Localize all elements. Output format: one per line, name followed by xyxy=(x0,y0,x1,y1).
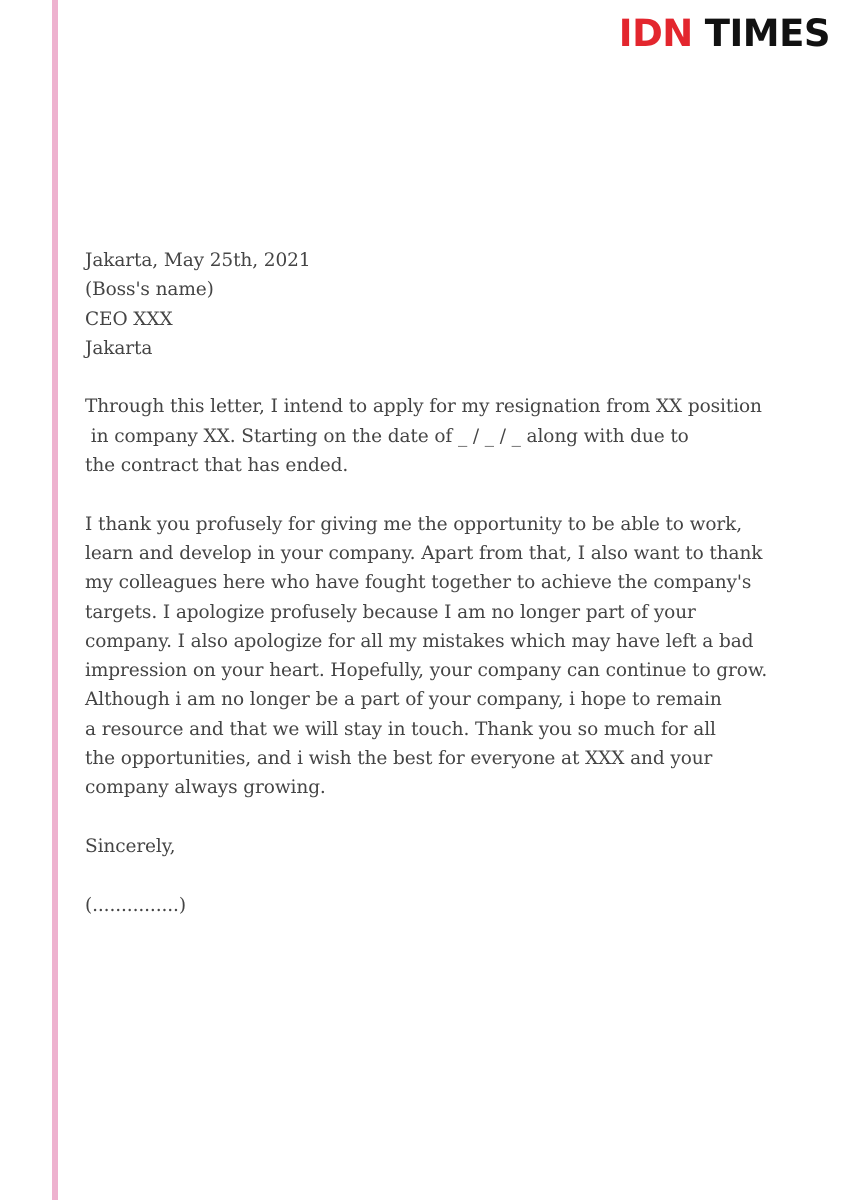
paragraph-1-line: in company XX. Starting on the date of _ / _ / _ along with due to xyxy=(85,425,689,447)
paragraph-gap xyxy=(85,803,830,832)
recipient-city: Jakarta xyxy=(85,337,153,359)
idn-times-logo xyxy=(619,12,830,56)
paragraph-2-line: I thank you profusely for giving me the opportunity to be able to work, xyxy=(85,513,743,535)
paragraph-2-line: Although i am no longer be a part of your company, i hope to remain xyxy=(85,689,722,711)
paragraph-1-line: the contract that has ended. xyxy=(85,455,349,477)
letter-place-date: Jakarta, May 25th, 2021 xyxy=(85,250,311,271)
paragraph-2-line: company always growing. xyxy=(85,777,326,799)
paragraph-gap xyxy=(85,480,830,509)
signature-placeholder: (...............) xyxy=(85,894,186,916)
paragraph-2-line: targets. I apologize profusely because I am no longer part of your xyxy=(85,601,696,623)
recipient-title: CEO XXX xyxy=(85,308,173,330)
logo-times-text: TIMES xyxy=(704,12,830,55)
recipient-name: (Boss's name) xyxy=(85,279,214,301)
paragraph-gap xyxy=(85,363,830,392)
paragraph-2-line: impression on your heart. Hopefully, your company can continue to grow. xyxy=(85,660,768,682)
paragraph-2-line: a resource and that we will stay in touch. Thank you so much for all xyxy=(85,718,716,740)
paragraph-gap xyxy=(85,861,830,890)
paragraph-2 xyxy=(85,510,830,803)
paragraph-1 xyxy=(85,392,830,480)
pink-margin-line xyxy=(52,0,58,1200)
letter-header xyxy=(85,246,830,363)
logo-idn-text: IDN xyxy=(618,12,693,55)
closing-salutation: Sincerely, xyxy=(85,835,176,857)
letter-body xyxy=(85,246,830,920)
paragraph-2-line: company. I also apologize for all my mistakes which may have left a bad xyxy=(85,630,754,652)
paragraph-2-line: learn and develop in your company. Apart from that, I also want to thank xyxy=(85,542,763,564)
paragraph-1-line: Through this letter, I intend to apply for my resignation from XX position xyxy=(85,396,762,418)
paragraph-2-line: the opportunities, and i wish the best for everyone at XXX and your xyxy=(85,748,713,770)
paragraph-2-line: my colleagues here who have fought together to achieve the company's xyxy=(85,572,752,594)
